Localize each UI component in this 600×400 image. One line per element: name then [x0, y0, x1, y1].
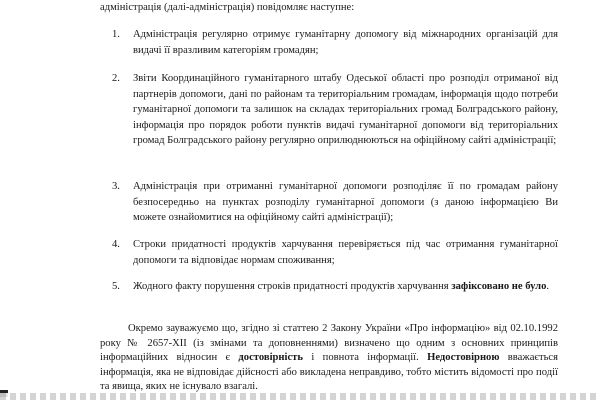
- item-text-bold: зафіксовано не було: [451, 281, 547, 292]
- closing-bold-2: Недостовірною: [427, 352, 500, 364]
- list-item-text: [133, 279, 558, 295]
- list-item-text: Звіти Координаційного гуманітарного штабу Одеської області про розподіл отриманої від партнерів допомоги, дані по районам та територіальним громадам, інформація щодо потреби гуманітарної допомоги та залишок на складах територіальних громад Болградського району, інформація про порядок роботи пунктів видачі гуманітарної допомоги від територіальних громад Болградського району регулярно оприлюднюються на офіційному сайті адміністрації;: [133, 73, 558, 146]
- closing-text-2: і повнота інформації.: [303, 352, 428, 364]
- list-item-text: Адміністрація при отриманні гуманітарної допомоги розподіляє її по громадам району безпосередньо на пунктах розподілу гуманітарної допомоги (з даною інформацією Ви можете ознайомитися на офіційному сайті адміністрації);: [133, 181, 558, 223]
- list-item-number: 4.: [112, 239, 120, 250]
- closing-text-1: Окремо зауважуємо що, згідно зі статтею 2 Закону України «Про інформацію» від 02.10.1992 року № 2657-XII (із змінами та доповненнями) визначено що одним з основних принципів інформаційних відносин є: [100, 323, 558, 364]
- list-item-number: 3.: [112, 181, 120, 192]
- closing-paragraph: [100, 322, 558, 395]
- scan-footer-strip: [0, 393, 600, 400]
- closing-bold-1: достовірність: [238, 352, 303, 364]
- list-item-number: 1.: [112, 29, 120, 40]
- closing-text-3: вважається інформація, яка не відповідає дійсності або викладена неправдиво, тобто містить відомості про події та явища, яких не існувало взагалі.: [100, 352, 558, 393]
- list-item-text: Строки придатності продуктів харчування перевіряється під час отримання гуманітарної допомоги та відповідає нормам споживання;: [133, 239, 558, 266]
- item-text-plain: Жодного факту порушення строків придатності продуктів харчування: [133, 281, 452, 292]
- item-text-end: .: [546, 281, 550, 292]
- list-item-text: Адміністрація регулярно отримує гуманітарну допомогу від міжнародних організацій для видачі її вразливим категоріям громадян;: [133, 29, 558, 56]
- intro-line: адміністрація (далі-адміністрація) повідомляє наступне:: [100, 2, 355, 13]
- list-item-number: 5.: [112, 281, 120, 292]
- list-item-number: 2.: [112, 73, 120, 84]
